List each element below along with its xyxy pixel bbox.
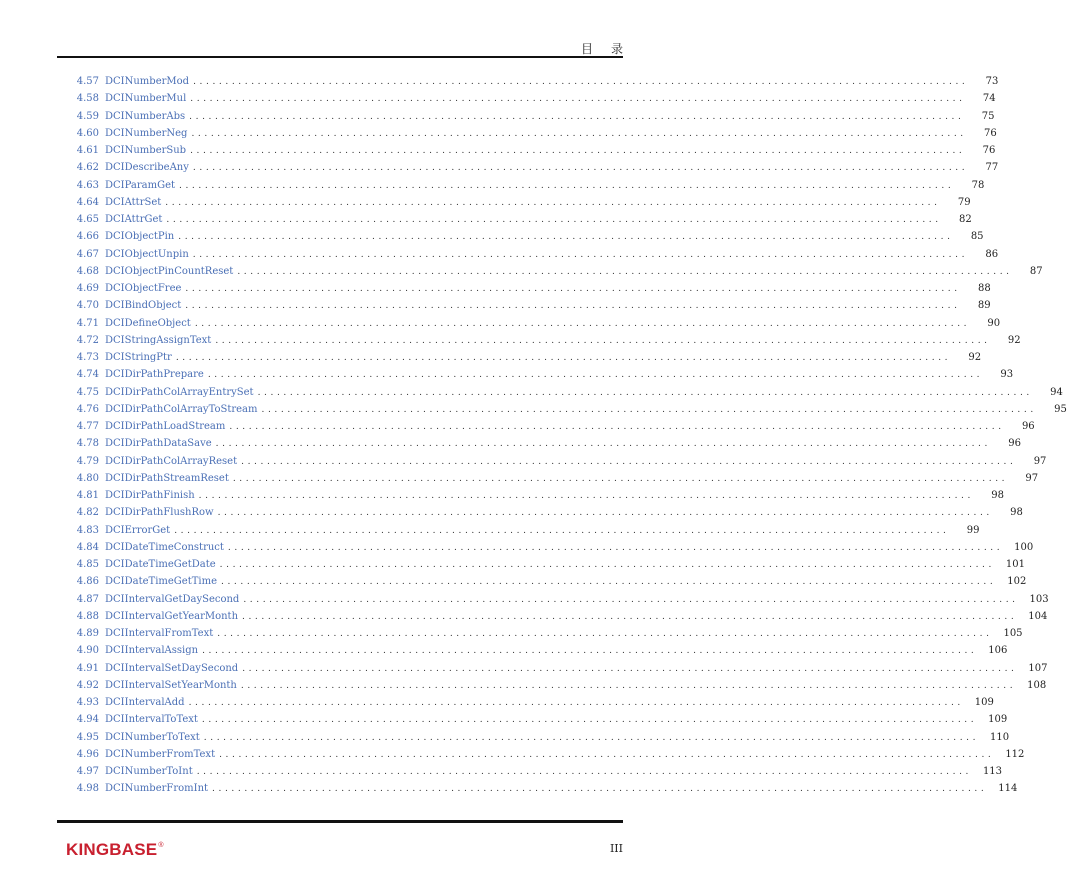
toc-entry[interactable] bbox=[57, 110, 995, 128]
toc-leader-dots: ........................................................................................................................ bbox=[242, 611, 1018, 622]
toc-entry[interactable] bbox=[57, 369, 1014, 386]
toc-entry-number[interactable]: 4.84 bbox=[76, 541, 99, 553]
toc-entry-number[interactable]: 4.63 bbox=[76, 179, 99, 191]
toc-entry-page[interactable]: 82 bbox=[959, 214, 972, 225]
toc-leader-dots: ........................................................................................................................ bbox=[221, 577, 997, 588]
toc-entry[interactable] bbox=[57, 662, 1048, 680]
toc-entry-title[interactable]: DCIDirPathColArrayReset bbox=[105, 455, 238, 467]
toc-entry-number[interactable]: 4.82 bbox=[76, 507, 99, 519]
toc-entry-title[interactable]: DCIDirPathPrepare bbox=[105, 369, 204, 381]
toc-entry-page[interactable]: 95 bbox=[1054, 403, 1067, 415]
toc-entry[interactable] bbox=[57, 731, 1010, 749]
toc-entry-title[interactable]: DCIDirPathStreamReset bbox=[105, 472, 229, 484]
toc-entry-number[interactable]: 4.89 bbox=[76, 628, 99, 639]
toc-entry[interactable] bbox=[57, 231, 984, 248]
toc-entry-title[interactable]: DCIDirPathDataSave bbox=[105, 438, 212, 450]
toc-entry[interactable] bbox=[57, 645, 1008, 662]
toc-leader-dots: ........................................................................................................................ bbox=[201, 715, 978, 726]
toc-entry-page[interactable]: 94 bbox=[1050, 386, 1063, 398]
toc-entry[interactable] bbox=[57, 628, 1023, 645]
toc-leader-dots: ........................................................................................................................ bbox=[219, 560, 995, 570]
toc-entry-page[interactable]: 107 bbox=[1028, 662, 1048, 674]
toc-leader-dots: ........................................................................................................................ bbox=[203, 732, 980, 743]
toc-entry[interactable] bbox=[57, 93, 996, 110]
toc-entry[interactable] bbox=[57, 610, 1048, 628]
toc-entry-title[interactable]: DCIIntervalSetDaySecond bbox=[105, 662, 239, 674]
toc-entry-number[interactable]: 4.77 bbox=[76, 421, 99, 432]
toc-entry-page[interactable]: 105 bbox=[1003, 628, 1023, 639]
toc-leader-dots: ........................................................................................................................ bbox=[257, 387, 1033, 398]
toc-entry-number[interactable]: 4.96 bbox=[76, 748, 99, 760]
toc-entry-title[interactable]: DCIDirPathFinish bbox=[105, 490, 195, 501]
toc-leader-dots: ........................................................................................................................ bbox=[188, 698, 964, 708]
toc-entry-number[interactable]: 4.85 bbox=[76, 559, 99, 570]
toc-entry[interactable] bbox=[57, 576, 1027, 593]
toc-entry[interactable] bbox=[57, 283, 991, 300]
toc-leader-dots: ........................................................................................................................ bbox=[192, 249, 969, 260]
toc-entry-page[interactable]: 97 bbox=[1033, 455, 1047, 467]
toc-entry-title[interactable]: DCIObjectFree bbox=[105, 283, 182, 294]
toc-entry-number[interactable]: 4.81 bbox=[76, 490, 99, 501]
toc-entry-page[interactable]: 112 bbox=[1005, 748, 1025, 760]
toc-entry-title[interactable]: DCIDescribeAny bbox=[105, 162, 189, 174]
toc-entry-number[interactable]: 4.68 bbox=[76, 265, 99, 277]
toc-entry[interactable] bbox=[57, 541, 1034, 559]
toc-entry-page[interactable]: 96 bbox=[1021, 421, 1035, 432]
toc-entry-number[interactable]: 4.93 bbox=[76, 697, 99, 708]
toc-entry-title[interactable]: DCIStringPtr bbox=[105, 352, 172, 363]
toc-leader-dots: ........................................................................................................................ bbox=[227, 542, 1004, 553]
toc-leader-dots: ........................................................................................................................ bbox=[166, 215, 942, 225]
toc-entry-title[interactable]: DCIAttrSet bbox=[105, 196, 162, 208]
toc-entry-number[interactable]: 4.70 bbox=[76, 300, 99, 312]
toc-entry-page[interactable]: 88 bbox=[978, 283, 991, 294]
toc-leader-dots: ........................................................................................................................ bbox=[243, 594, 1019, 605]
toc-entry-title[interactable]: DCIObjectPin bbox=[105, 231, 175, 243]
toc-entry-title[interactable]: DCIParamGet bbox=[105, 179, 176, 191]
toc-entry-title[interactable]: DCIDefineObject bbox=[105, 317, 191, 329]
toc-leader-dots: ........................................................................................................................ bbox=[215, 335, 991, 346]
toc-entry[interactable] bbox=[57, 127, 997, 145]
toc-leader-dots: ........................................................................................................................ bbox=[194, 318, 971, 329]
toc-leader-dots: ........................................................................................................................ bbox=[198, 491, 974, 501]
toc-entry[interactable] bbox=[57, 507, 1023, 524]
toc-entry[interactable] bbox=[57, 214, 972, 231]
toc-entry-page[interactable]: 77 bbox=[985, 162, 999, 174]
toc-entry-number[interactable]: 4.62 bbox=[76, 162, 99, 174]
toc-entry-number[interactable]: 4.97 bbox=[76, 766, 99, 777]
toc-entry[interactable] bbox=[57, 145, 996, 162]
toc-entry[interactable] bbox=[57, 783, 1018, 800]
toc-entry-number[interactable]: 4.94 bbox=[76, 714, 99, 726]
toc-entry-title[interactable]: DCIDateTimeConstruct bbox=[105, 541, 224, 553]
toc-entry[interactable] bbox=[57, 697, 994, 714]
toc-leader-dots: ........................................................................................................................ bbox=[190, 146, 966, 156]
toc-entry[interactable] bbox=[57, 248, 999, 266]
toc-leader-dots: ........................................................................................................................ bbox=[196, 767, 973, 777]
toc-entry-number[interactable]: 4.72 bbox=[76, 334, 99, 346]
toc-entry-number[interactable]: 4.61 bbox=[76, 145, 99, 156]
toc-entry-page[interactable]: 114 bbox=[998, 783, 1018, 795]
toc-entry-page[interactable]: 106 bbox=[988, 645, 1008, 657]
toc-leader-dots: ........................................................................................................................ bbox=[219, 749, 995, 760]
toc-entry[interactable] bbox=[57, 438, 1021, 455]
toc-entry-number[interactable]: 4.59 bbox=[76, 110, 99, 122]
toc-leader-dots: ........................................................................................................................ bbox=[202, 646, 978, 657]
toc-entry[interactable] bbox=[57, 714, 1008, 731]
toc-entry-title[interactable]: DCINumberAbs bbox=[105, 110, 186, 122]
toc-entry-number[interactable]: 4.78 bbox=[76, 438, 99, 450]
logo-text: KINGBASE bbox=[66, 840, 158, 859]
toc-entry[interactable] bbox=[57, 76, 999, 93]
toc-entry-page[interactable]: 87 bbox=[1029, 265, 1043, 277]
toc-entry[interactable] bbox=[57, 162, 999, 179]
toc-leader-dots: ........................................................................................................................ bbox=[192, 163, 969, 174]
toc-entry-title[interactable]: DCIIntervalAssign bbox=[105, 645, 199, 657]
toc-entry-title[interactable]: DCINumberMul bbox=[105, 93, 187, 105]
toc-entry-title[interactable]: DCINumberMod bbox=[105, 76, 190, 87]
toc-leader-dots: ........................................................................................................................ bbox=[212, 784, 988, 795]
toc-entry[interactable] bbox=[57, 490, 1004, 507]
toc-entry-title[interactable]: DCIDirPathFlushRow bbox=[105, 507, 214, 519]
toc-entry-number[interactable]: 4.60 bbox=[76, 127, 99, 139]
toc-entry-page[interactable]: 104 bbox=[1028, 610, 1048, 622]
toc-entry-number[interactable]: 4.83 bbox=[76, 524, 99, 536]
toc-entry-number[interactable]: 4.66 bbox=[76, 231, 99, 243]
toc-entry-page[interactable]: 86 bbox=[985, 248, 999, 260]
toc-entry-page[interactable]: 85 bbox=[970, 231, 984, 243]
toc-entry-title[interactable]: DCIObjectUnpin bbox=[105, 248, 189, 260]
toc-entry-number[interactable]: 4.86 bbox=[76, 576, 99, 588]
toc-leader-dots: ........................................................................................................................ bbox=[240, 680, 1017, 691]
page-number: III bbox=[609, 842, 623, 855]
toc-leader-dots: ........................................................................................................................ bbox=[185, 301, 961, 312]
toc-entry-title[interactable]: DCIIntervalSetYearMonth bbox=[105, 679, 237, 691]
toc-entry[interactable] bbox=[57, 455, 1047, 473]
toc-leader-dots: ........................................................................................................................ bbox=[229, 422, 1005, 432]
toc-entry-number[interactable]: 4.73 bbox=[76, 352, 99, 363]
toc-entry[interactable] bbox=[57, 748, 1025, 766]
toc-entry-number[interactable]: 4.80 bbox=[76, 472, 99, 484]
toc-entry-title[interactable]: DCINumberNeg bbox=[105, 127, 188, 139]
toc-entry-page[interactable]: 100 bbox=[1014, 541, 1034, 553]
toc-entry-number[interactable]: 4.91 bbox=[76, 662, 99, 674]
toc-entry-page[interactable]: 109 bbox=[974, 697, 994, 708]
toc-entry-title[interactable]: DCIAttrGet bbox=[105, 214, 163, 225]
toc-entry-title[interactable]: DCIIntervalToText bbox=[105, 714, 198, 726]
toc-entry-title[interactable]: DCIDateTimeGetTime bbox=[105, 576, 217, 588]
toc-entry-number[interactable]: 4.76 bbox=[76, 403, 99, 415]
toc-entry-page[interactable]: 79 bbox=[957, 196, 971, 208]
toc-entry-page[interactable]: 90 bbox=[987, 317, 1001, 329]
toc-entry-page[interactable]: 101 bbox=[1005, 559, 1025, 570]
toc-entry-title[interactable]: DCIDirPathLoadStream bbox=[105, 421, 226, 432]
toc-entry-title[interactable]: DCIDateTimeGetDate bbox=[105, 559, 216, 570]
toc-entry[interactable] bbox=[57, 265, 1043, 283]
toc-leader-dots: ........................................................................................................................ bbox=[191, 128, 967, 139]
toc-leader-dots: ........................................................................................................................ bbox=[217, 629, 993, 639]
toc-entry[interactable] bbox=[57, 679, 1047, 697]
kingbase-logo bbox=[66, 840, 164, 860]
toc-entry[interactable] bbox=[57, 300, 991, 317]
toc-entry[interactable] bbox=[57, 352, 982, 369]
toc-entry-number[interactable]: 4.69 bbox=[76, 283, 99, 294]
toc-entry-page[interactable]: 92 bbox=[968, 352, 982, 363]
table-of-contents bbox=[57, 76, 1067, 801]
toc-entry[interactable] bbox=[57, 386, 1063, 404]
toc-entry-page[interactable]: 108 bbox=[1027, 679, 1047, 691]
toc-entry-page[interactable]: 75 bbox=[981, 110, 995, 122]
toc-leader-dots: ........................................................................................................................ bbox=[217, 508, 993, 519]
toc-entry-page[interactable]: 113 bbox=[982, 766, 1003, 777]
toc-entry[interactable] bbox=[57, 766, 1003, 783]
toc-entry-title[interactable]: DCIErrorGet bbox=[105, 524, 171, 536]
toc-entry-title[interactable]: DCIStringAssignText bbox=[105, 334, 212, 346]
toc-entry-number[interactable]: 4.67 bbox=[76, 248, 99, 260]
toc-leader-dots: ........................................................................................................................ bbox=[232, 473, 1009, 484]
toc-leader-dots: ........................................................................................................................ bbox=[185, 284, 961, 294]
toc-entry-page[interactable]: 74 bbox=[982, 93, 996, 105]
toc-entry-number[interactable]: 4.74 bbox=[76, 369, 99, 381]
toc-leader-dots: ........................................................................................................................ bbox=[261, 404, 1037, 415]
toc-entry-number[interactable]: 4.79 bbox=[76, 455, 99, 467]
toc-entry-page[interactable]: 89 bbox=[977, 300, 991, 312]
toc-entry-page[interactable]: 76 bbox=[982, 145, 996, 156]
toc-entry-number[interactable]: 4.87 bbox=[76, 593, 99, 605]
toc-entry-page[interactable]: 78 bbox=[971, 179, 985, 191]
toc-entry-number[interactable]: 4.88 bbox=[76, 610, 99, 622]
toc-entry-title[interactable]: DCIIntervalAdd bbox=[105, 697, 185, 708]
toc-leader-dots: ........................................................................................................................ bbox=[165, 197, 941, 208]
logo-registered-mark: ® bbox=[158, 842, 164, 849]
toc-entry-number[interactable]: 4.65 bbox=[76, 214, 99, 225]
toc-entry-page[interactable]: 110 bbox=[990, 731, 1010, 743]
toc-entry-title[interactable]: DCIDirPathColArrayToStream bbox=[105, 403, 258, 415]
toc-leader-dots: ........................................................................................................................ bbox=[175, 353, 952, 363]
toc-entry-title[interactable]: DCIIntervalFromText bbox=[105, 628, 214, 639]
toc-leader-dots: ........................................................................................................................ bbox=[215, 439, 991, 450]
toc-entry-number[interactable]: 4.58 bbox=[76, 93, 99, 105]
toc-entry-title[interactable]: DCINumberToInt bbox=[105, 766, 193, 777]
toc-entry[interactable] bbox=[57, 472, 1039, 490]
toc-leader-dots: ........................................................................................................................ bbox=[190, 94, 966, 105]
toc-entry-page[interactable]: 103 bbox=[1029, 593, 1049, 605]
toc-entry-title[interactable]: DCINumberFromInt bbox=[105, 783, 209, 795]
toc-leader-dots: ........................................................................................................................ bbox=[237, 266, 1013, 277]
toc-entry-number[interactable]: 4.98 bbox=[76, 783, 99, 795]
page-header-title: 目录 bbox=[580, 42, 641, 56]
toc-entry-page[interactable]: 96 bbox=[1008, 438, 1021, 450]
toc-entry[interactable] bbox=[57, 317, 1001, 335]
footer-divider bbox=[57, 820, 623, 823]
toc-entry[interactable] bbox=[57, 403, 1067, 421]
toc-entry-page[interactable]: 98 bbox=[991, 490, 1004, 501]
toc-leader-dots: ........................................................................................................................ bbox=[189, 111, 965, 122]
toc-entry-page[interactable]: 93 bbox=[1000, 369, 1014, 381]
toc-entry-number[interactable]: 4.95 bbox=[76, 731, 99, 743]
toc-entry[interactable] bbox=[57, 334, 1021, 352]
toc-entry-page[interactable]: 97 bbox=[1025, 472, 1039, 484]
toc-entry-page[interactable]: 73 bbox=[985, 76, 999, 87]
toc-entry-title[interactable]: DCIIntervalGetYearMonth bbox=[105, 610, 239, 622]
toc-leader-dots: ........................................................................................................................ bbox=[207, 370, 984, 381]
toc-entry-title[interactable]: DCINumberToText bbox=[105, 731, 200, 743]
toc-entry-number[interactable]: 4.71 bbox=[76, 317, 99, 329]
toc-entry-title[interactable]: DCINumberSub bbox=[105, 145, 187, 156]
toc-leader-dots: ........................................................................................................................ bbox=[179, 180, 955, 191]
toc-leader-dots: ........................................................................................................................ bbox=[178, 232, 954, 243]
toc-entry-page[interactable]: 99 bbox=[966, 524, 980, 536]
toc-entry-number[interactable]: 4.92 bbox=[76, 679, 99, 691]
toc-entry[interactable] bbox=[57, 179, 985, 197]
toc-entry-page[interactable]: 109 bbox=[988, 714, 1008, 726]
toc-entry-number[interactable]: 4.57 bbox=[76, 76, 99, 87]
toc-entry-title[interactable]: DCINumberFromText bbox=[105, 748, 216, 760]
toc-entry[interactable] bbox=[57, 524, 980, 542]
toc-entry-title[interactable]: DCIDirPathColArrayEntrySet bbox=[105, 386, 254, 398]
toc-entry-page[interactable]: 76 bbox=[984, 127, 997, 139]
toc-entry[interactable] bbox=[57, 421, 1035, 438]
toc-entry-number[interactable]: 4.75 bbox=[76, 386, 99, 398]
toc-entry-number[interactable]: 4.90 bbox=[76, 645, 99, 657]
toc-entry-number[interactable]: 4.64 bbox=[76, 196, 99, 208]
toc-entry-title[interactable]: DCIIntervalGetDaySecond bbox=[105, 593, 240, 605]
toc-leader-dots: ........................................................................................................................ bbox=[241, 456, 1017, 467]
toc-entry[interactable] bbox=[57, 196, 971, 214]
toc-entry-page[interactable]: 98 bbox=[1010, 507, 1023, 519]
toc-leader-dots: ........................................................................................................................ bbox=[242, 663, 1018, 674]
header-divider bbox=[57, 56, 623, 58]
toc-leader-dots: ........................................................................................................................ bbox=[174, 525, 950, 536]
toc-entry-title[interactable]: DCIBindObject bbox=[105, 300, 182, 312]
toc-entry-title[interactable]: DCIObjectPinCountReset bbox=[105, 265, 234, 277]
toc-leader-dots: ........................................................................................................................ bbox=[193, 77, 969, 87]
toc-entry[interactable] bbox=[57, 593, 1049, 611]
toc-entry[interactable] bbox=[57, 559, 1025, 576]
toc-entry-page[interactable]: 92 bbox=[1007, 334, 1021, 346]
toc-entry-page[interactable]: 102 bbox=[1007, 576, 1027, 588]
